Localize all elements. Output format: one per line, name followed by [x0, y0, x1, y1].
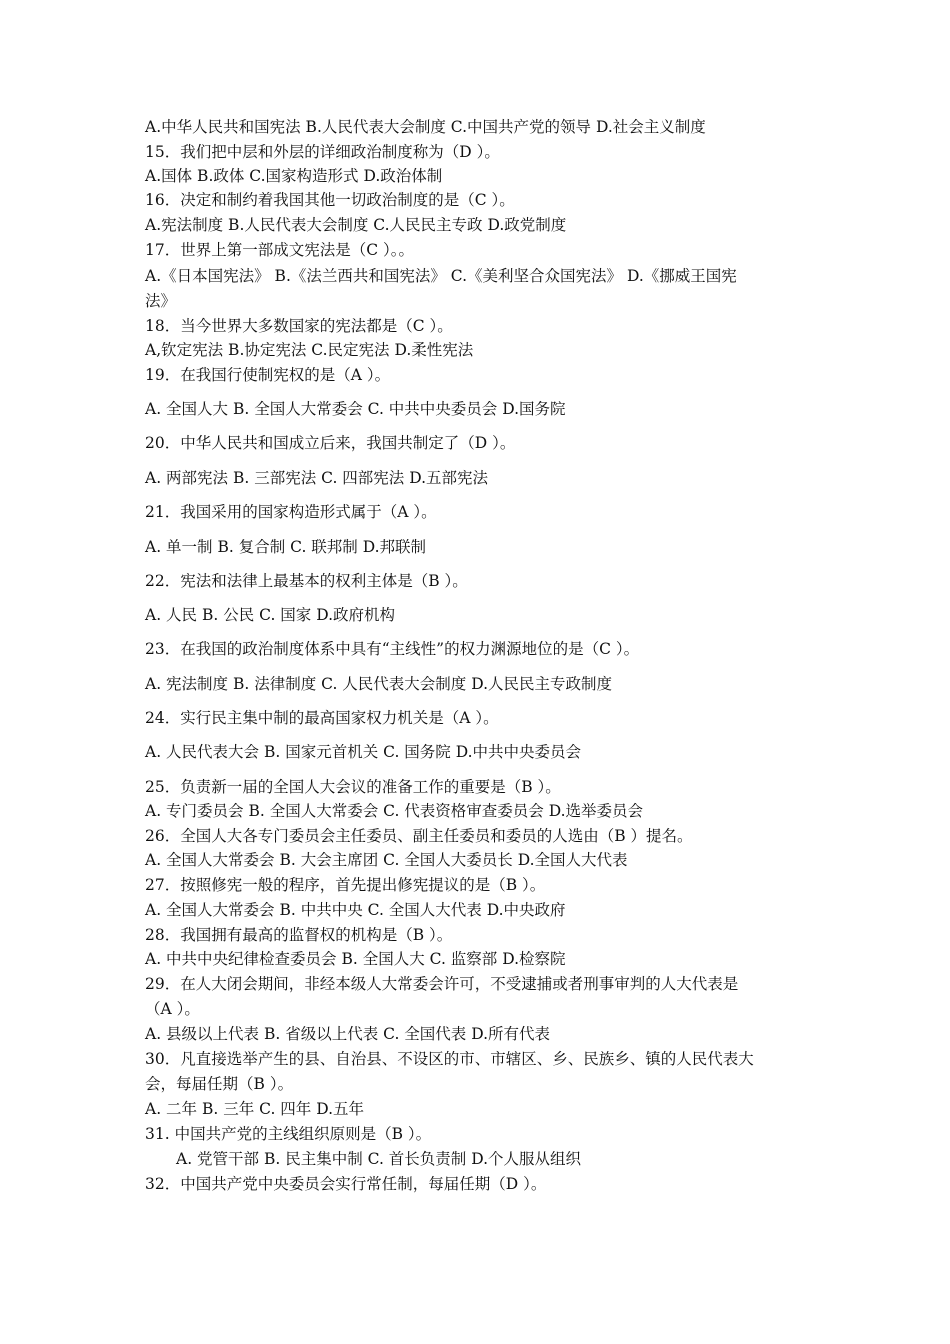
question-29: 29．在人大闭会期间，非经本级人大常委会许可，不受逮捕或者刑事审判的人大代表是	[145, 975, 739, 993]
answer-options-17: A.《日本国宪法》 B.《法兰西共和国宪法》 C.《美利坚合众国宪法》 D.《挪威王国宪	[145, 267, 737, 285]
answer-options-16: A.宪法制度 B.人民代表大会制度 C.人民民主专政 D.政党制度	[145, 216, 567, 234]
answer-options-26: A. 全国人大常委会 B. 大会主席团 C. 全国人大委员长 D.全国人大代表	[145, 851, 628, 869]
question-18: 18．当今世界大多数国家的宪法都是（C ）。	[145, 317, 453, 335]
answer-options-20: A. 两部宪法 B. 三部宪法 C. 四部宪法 D.五部宪法	[145, 469, 489, 487]
answer-options-21: A. 单一制 B. 复合制 C. 联邦制 D.邦联制	[145, 538, 427, 556]
question-28: 28．我国拥有最高的监督权的机构是（B ）。	[145, 926, 453, 944]
answer-options-31: A. 党管干部 B. 民主集中制 C. 首长负责制 D.个人服从组织	[176, 1150, 582, 1168]
answer-options-18: A,钦定宪法 B.协定宪法 C.民定宪法 D.柔性宪法	[145, 341, 474, 359]
answer-options-14: A.中华人民共和国宪法 B.人民代表大会制度 C.中国共产党的领导 D.社会主义制度	[145, 118, 706, 136]
answer-options-24: A. 人民代表大会 B. 国家元首机关 C. 国务院 D.中共中央委员会	[145, 743, 582, 761]
question-30: 30．凡直接选举产生的县、自治县、不设区的市、市辖区、乡、民族乡、镇的人民代表大	[145, 1050, 754, 1068]
question-30-cont: 会，每届任期（B ）。	[145, 1075, 294, 1093]
question-22: 22．宪法和法律上最基本的权利主体是（B ）。	[145, 572, 468, 590]
answer-options-15: A.国体 B.政体 C.国家构造形式 D.政治体制	[145, 167, 443, 185]
answer-options-19: A. 全国人大 B. 全国人大常委会 C. 中共中央委员会 D.国务院	[145, 400, 566, 418]
question-32: 32．中国共产党中央委员会实行常任制，每届任期（D ）。	[145, 1175, 547, 1193]
question-15: 15．我们把中层和外层的详细政治制度称为（D ）。	[145, 143, 500, 161]
question-26: 26．全国人大各专门委员会主任委员、副主任委员和委员的人选由（B ）提名。	[145, 827, 693, 845]
question-23: 23．在我国的政治制度体系中具有“主线性”的权力渊源地位的是（C ）。	[145, 640, 640, 658]
question-24: 24．实行民主集中制的最高国家权力机关是（A ）。	[145, 709, 499, 727]
question-27: 27．按照修宪一般的程序，首先提出修宪提议的是（B ）。	[145, 876, 546, 894]
question-16: 16．决定和制约着我国其他一切政治制度的是（C ）。	[145, 191, 515, 209]
answer-options-27: A. 全国人大常委会 B. 中共中央 C. 全国人大代表 D.中央政府	[145, 901, 566, 919]
answer-options-22: A. 人民 B. 公民 C. 国家 D.政府机构	[145, 606, 396, 624]
answer-options-30: A. 二年 B. 三年 C. 四年 D.五年	[145, 1100, 365, 1118]
question-31: 31. 中国共产党的主线组织原则是（B ）。	[145, 1125, 432, 1143]
question-17: 17．世界上第一部成文宪法是（C ）。。	[145, 241, 415, 259]
answer-options-23: A. 宪法制度 B. 法律制度 C. 人民代表大会制度 D.人民民主专政制度	[145, 675, 613, 693]
question-20: 20．中华人民共和国成立后来，我国共制定了（D ）。	[145, 434, 516, 452]
question-19: 19．在我国行使制宪权的是（A ）。	[145, 366, 391, 384]
answer-options-17-cont: 法》	[145, 292, 177, 310]
question-25: 25．负责新一届的全国人大会议的准备工作的重要是（B ）。	[145, 778, 561, 796]
answer-options-29: A. 县级以上代表 B. 省级以上代表 C. 全国代表 D.所有代表	[145, 1025, 551, 1043]
answer-options-28: A. 中共中央纪律检查委员会 B. 全国人大 C. 监察部 D.检察院	[145, 950, 566, 968]
answer-options-25: A. 专门委员会 B. 全国人大常委会 C. 代表资格审查委员会 D.选举委员会	[145, 802, 644, 820]
question-29-cont: （A ）。	[145, 1000, 200, 1018]
question-21: 21．我国采用的国家构造形式属于（A ）。	[145, 503, 437, 521]
